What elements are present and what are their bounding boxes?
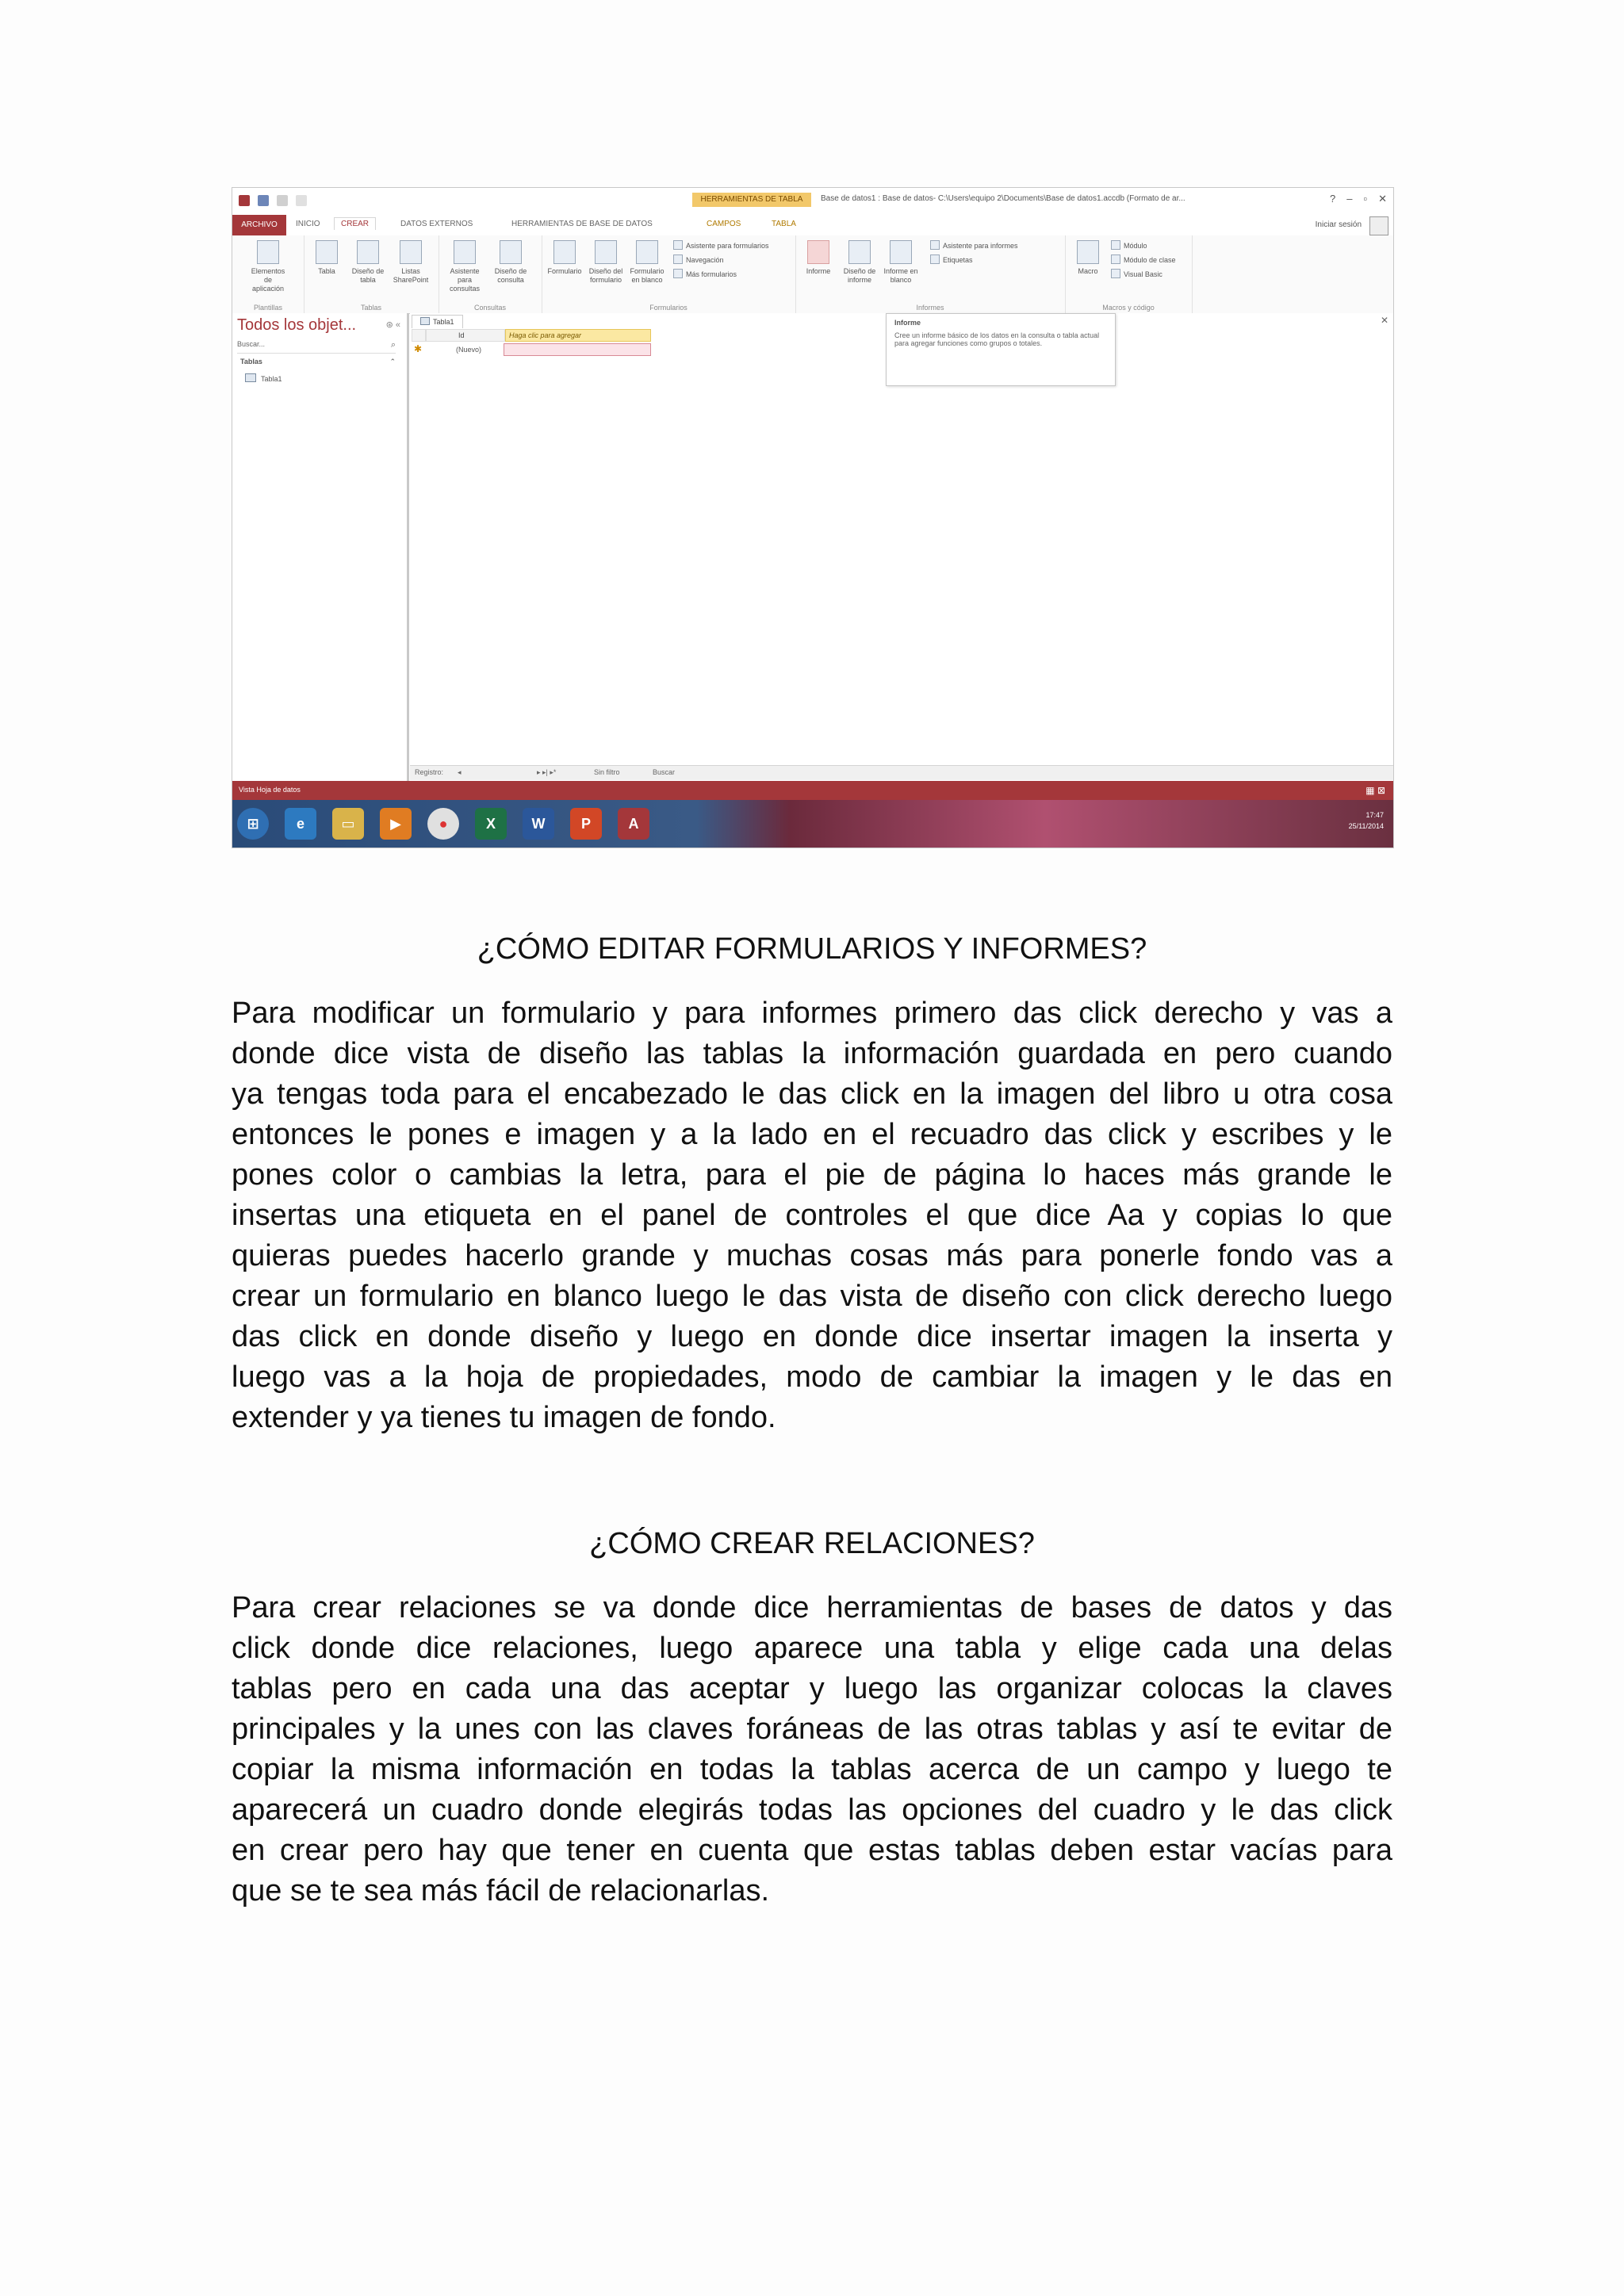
form-design-icon [595, 240, 617, 264]
avatar[interactable] [1369, 216, 1388, 235]
paragraph-line: en crear pero hay que tener en cuenta que estas tablas deben estar vacías para [232, 1834, 1392, 1867]
access-screenshot [232, 187, 1394, 848]
macro-button[interactable]: Macro [1070, 240, 1106, 276]
paragraph-line: Para crear relaciones se va donde dice herramientas de bases de datos y das [232, 1591, 1392, 1624]
paragraph-line: crear un formulario en blanco luego le das vista de diseño con click derecho luego [232, 1280, 1392, 1313]
view-switch-icon[interactable]: ▦ ⊠ [1365, 785, 1385, 796]
paragraph-line: donde dice vista de diseño las tablas la información guardada en pero cuando [232, 1037, 1392, 1070]
paragraph-line: luego vas a la hoja de propiedades, modo de cambiar la imagen y le das en [232, 1360, 1392, 1394]
table-row [412, 343, 651, 356]
app-parts-button[interactable]: Elementos de aplicación [250, 240, 286, 293]
media-player-icon[interactable]: ▶ [380, 808, 412, 840]
paragraph-line: entonces le pones e imagen y a la lado en el recuadro das click y escribes y le [232, 1118, 1392, 1151]
sharepoint-icon [400, 240, 422, 264]
tab-herramientas-bd[interactable]: HERRAMIENTAS DE BASE DE DATOS [511, 220, 653, 228]
access-logo-icon [239, 195, 250, 206]
sign-in-link[interactable]: Iniciar sesión [1315, 220, 1362, 229]
new-row-cell[interactable]: (Nuevo) [456, 346, 482, 354]
title-bar [232, 188, 1393, 216]
column-header-id[interactable]: Id [426, 329, 505, 342]
start-button-icon[interactable]: ⊞ [237, 808, 269, 840]
section-body-relaciones [232, 1588, 1392, 1911]
record-navigator [410, 765, 1393, 780]
labels-button[interactable]: Etiquetas [930, 254, 973, 264]
first-record-icon[interactable]: ◂ [458, 768, 462, 776]
form-button[interactable]: Formulario [546, 240, 583, 276]
record-search-input[interactable]: Buscar [653, 768, 676, 776]
form-icon [553, 240, 576, 264]
excel-icon[interactable]: X [475, 808, 507, 840]
paragraph-line: das click en donde diseño y luego en donde dice insertar imagen la inserta y [232, 1320, 1392, 1353]
tab-crear[interactable]: CREAR [334, 217, 376, 230]
windows-taskbar [232, 800, 1393, 848]
macro-icon [1077, 240, 1099, 264]
filter-status[interactable]: Sin filtro [594, 768, 620, 776]
ribbon-group-consultas: Asistente para consultas Diseño de consulta Consultas [439, 235, 542, 313]
report-design-icon [848, 240, 871, 264]
table-icon [316, 240, 338, 264]
table-design-icon [357, 240, 379, 264]
sharepoint-lists-button[interactable]: Listas SharePoint [393, 240, 429, 285]
more-forms-button[interactable]: Más formularios [673, 269, 737, 278]
navigation-pane [232, 313, 409, 781]
chevron-up-icon[interactable]: ⌃ [389, 358, 396, 365]
ribbon-group-plantillas: Elementos de aplicación Plantillas [232, 235, 304, 313]
paragraph-line: principales y la unes con las claves foráneas de las otras tablas y así te evitar de [232, 1712, 1392, 1746]
ribbon-tabs [232, 215, 1393, 236]
nav-search-input[interactable]: Buscar... ⌕ [237, 340, 396, 354]
form-wizard-button[interactable]: Asistente para formularios [673, 240, 769, 250]
tab-archivo[interactable]: ARCHIVO [232, 215, 286, 235]
powerpoint-icon[interactable]: P [570, 808, 602, 840]
navigation-button[interactable]: Navegación [673, 254, 724, 264]
blank-report-icon [890, 240, 912, 264]
blank-form-button[interactable]: Formulario en blanco [629, 240, 665, 285]
tab-inicio[interactable]: INICIO [296, 220, 320, 228]
search-icon[interactable]: ⌕ [390, 340, 396, 350]
paragraph-line: click donde dice relaciones, luego aparece una tabla y elige cada una delas [232, 1632, 1392, 1665]
query-wizard-icon [454, 240, 476, 264]
grid-header [412, 329, 651, 342]
undo-icon[interactable] [277, 195, 288, 206]
window-title: Base de datos1 : Base de datos- C:\Users\equipo 2\Documents\Base de datos1.accdb (Formato de ar... [821, 194, 1185, 203]
section-title-formularios: ¿CÓMO EDITAR FORMULARIOS Y INFORMES? [477, 932, 1147, 966]
record-nav-arrows-icon[interactable]: ▸ ▸| ▸* [537, 768, 557, 776]
table-design-button[interactable]: Diseño de tabla [350, 240, 386, 285]
paragraph-line: extender y ya tienes tu imagen de fondo. [232, 1401, 776, 1434]
internet-explorer-icon[interactable]: e [285, 808, 316, 840]
status-bar [232, 781, 1393, 800]
paragraph-line: quieras puedes hacerlo grande y muchas cosas más para ponerle fondo vas a [232, 1239, 1392, 1272]
class-module-button[interactable]: Módulo de clase [1111, 254, 1176, 264]
save-icon[interactable] [258, 195, 269, 206]
nav-pane-toggle-icon[interactable]: ⊛ « [385, 320, 400, 330]
paragraph-line: aparecerá un cuadro donde elegirás todas las opciones del cuadro y le das click [232, 1793, 1392, 1827]
folder-icon[interactable]: ▭ [332, 808, 364, 840]
nav-pane-title[interactable]: Todos los objet... [237, 316, 357, 334]
tab-datos-externos[interactable]: DATOS EXTERNOS [400, 220, 473, 228]
nav-group-tablas[interactable]: Tablas ⌃ [240, 358, 396, 365]
report-icon [807, 240, 829, 264]
report-wizard-button[interactable]: Asistente para informes [930, 240, 1018, 250]
blank-report-button[interactable]: Informe en blanco [883, 240, 919, 285]
select-all-cell[interactable] [412, 329, 426, 342]
report-button[interactable]: Informe [800, 240, 837, 276]
app-parts-icon [257, 240, 279, 264]
chrome-icon[interactable]: ● [427, 808, 459, 840]
table-button[interactable]: Tabla [308, 240, 345, 276]
add-field-cell[interactable] [504, 343, 651, 356]
word-icon[interactable]: W [523, 808, 554, 840]
paragraph-line: tablas pero en cada una das aceptar y luego las organizar colocas la claves [232, 1672, 1392, 1705]
form-design-button[interactable]: Diseño del formulario [588, 240, 624, 285]
report-design-button[interactable]: Diseño de informe [841, 240, 878, 285]
maximize-icon[interactable]: ▫ [1363, 193, 1368, 205]
redo-icon[interactable] [296, 195, 307, 206]
paragraph-line: copiar la misma información en todas la tablas acerca de un campo y luego te [232, 1753, 1392, 1786]
status-text: Vista Hoja de datos [239, 786, 301, 794]
module-button[interactable]: Módulo [1111, 240, 1147, 250]
ribbon-group-informes: Informe Diseño de informe Informe en blanco Asistente para informes Etiquetas Informes [795, 235, 1066, 313]
section-title-relaciones: ¿CÓMO CREAR RELACIONES? [589, 1527, 1035, 1560]
ribbon-group-macros: Macro Módulo Módulo de clase Visual Basic Macros y código [1065, 235, 1193, 313]
report-tooltip: Informe Cree un informe básico de los datos en la consulta o tabla actual para agregar funciones como grupos o totales. [886, 313, 1116, 386]
visual-basic-button[interactable]: Visual Basic [1111, 269, 1162, 278]
record-label: Registro: [415, 768, 444, 776]
help-icon[interactable]: ? [1330, 193, 1336, 205]
query-wizard-button[interactable]: Asistente para consultas [446, 240, 483, 293]
tab-tabla[interactable]: TABLA [772, 220, 796, 228]
nav-item-tabla1[interactable]: Tabla1 [245, 373, 282, 383]
paragraph-line: insertas una etiqueta en el panel de controles el que dice Aa y copias lo que [232, 1199, 1392, 1232]
close-icon[interactable]: ✕ [1378, 193, 1387, 205]
tab-campos[interactable]: CAMPOS [707, 220, 741, 228]
paragraph-line: ya tengas toda para el encabezado le das click en la imagen del libro u otra cosa [232, 1077, 1392, 1111]
ribbon-group-tablas: Tabla Diseño de tabla Listas SharePoint Tablas [304, 235, 439, 313]
document-tab[interactable]: Tabla1 [412, 315, 463, 328]
taskbar-clock[interactable]: 17:47 25/11/2014 [1348, 811, 1384, 830]
query-design-icon [500, 240, 522, 264]
paragraph-line: que se te sea más fácil de relacionarlas. [232, 1874, 770, 1908]
context-tab-label: HERRAMIENTAS DE TABLA [692, 193, 811, 207]
section-body-formularios [232, 993, 1392, 1438]
access-icon[interactable]: A [618, 808, 649, 840]
query-design-button[interactable]: Diseño de consulta [492, 240, 529, 285]
column-header-add[interactable]: Haga clic para agregar [505, 329, 651, 342]
paragraph-line: Para modificar un formulario y para informes primero das click derecho y vas a [232, 997, 1392, 1030]
minimize-icon[interactable]: – [1346, 193, 1353, 205]
new-record-icon[interactable]: ✱ [413, 343, 423, 354]
paragraph-line: pones color o cambias la letra, para el pie de página lo haces más grande le [232, 1158, 1392, 1192]
ribbon [232, 235, 1393, 314]
ribbon-group-formularios: Formulario Diseño del formulario Formulario en blanco Asistente para formularios Navegación Más formularios Formularios [542, 235, 796, 313]
close-document-icon[interactable]: ✕ [1380, 315, 1388, 326]
blank-form-icon [636, 240, 658, 264]
